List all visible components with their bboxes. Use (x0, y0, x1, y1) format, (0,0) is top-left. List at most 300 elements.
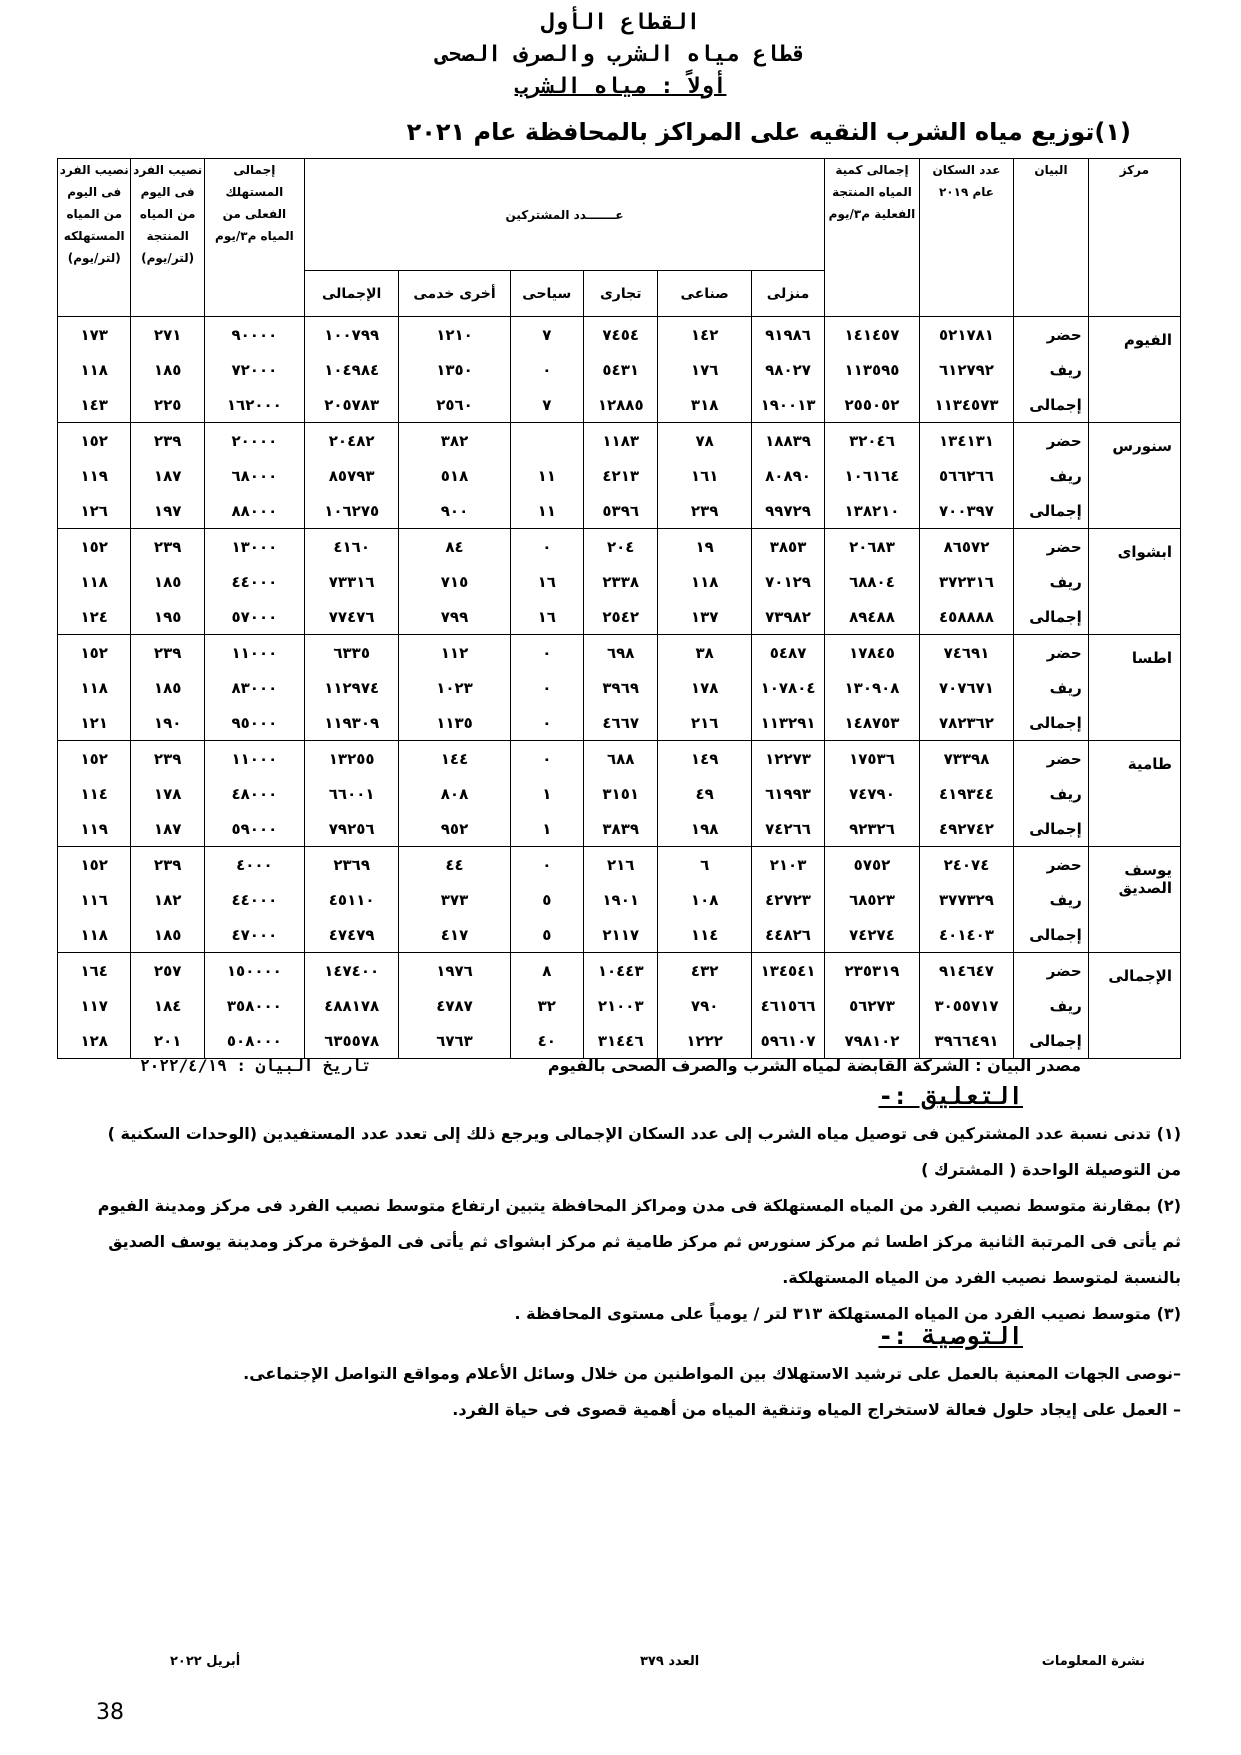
cell-ind: ٢٣٩ (658, 493, 751, 529)
cell-tour: ٠ (510, 529, 583, 565)
center-name: طامية (1088, 741, 1180, 847)
cell-serv: ٤٤ (399, 847, 510, 883)
cell-tour: ١ (510, 811, 583, 847)
cell-pop: ٣٠٥٥٧١٧ (919, 988, 1014, 1023)
cell-com: ٣٩٦٩ (583, 670, 657, 705)
row-label: ريف (1014, 564, 1088, 599)
cell-tour (510, 423, 583, 459)
cell-serv: ١١٢ (399, 635, 510, 671)
cell-tour: ٥ (510, 882, 583, 917)
cell-tot: ٧٧٤٧٦ (304, 599, 399, 635)
cell-sp: ١٩٥ (131, 599, 204, 635)
cell-home: ٤٦١٥٦٦ (751, 988, 824, 1023)
cell-prod: ٢٣٥٣١٩ (825, 953, 920, 989)
cell-prod: ٧٤٧٩٠ (825, 776, 920, 811)
comment-3: (٣) متوسط نصيب الفرد من المياه المستهلكة ٣١٣ لتر / يومياً على مستوى المحافظة . (514, 1304, 1181, 1323)
col-consumed: إجمالى المستهلك الفعلى من المياه م٣/يوم (204, 159, 304, 317)
table-row (58, 776, 1181, 811)
cell-serv: ٨٠٨ (399, 776, 510, 811)
table-row (58, 352, 1181, 387)
cell-serv: ٢٥٦٠ (399, 387, 510, 423)
cell-ind: ٣٨ (658, 635, 751, 671)
cell-ind: ١٧٨ (658, 670, 751, 705)
center-group (58, 635, 1181, 741)
table-row (58, 917, 1181, 953)
cell-serv: ٧١٥ (399, 564, 510, 599)
cell-sc: ١٢١ (58, 705, 131, 741)
cell-tour: ٠ (510, 705, 583, 741)
cell-sc: ١١٩ (58, 811, 131, 847)
cell-serv: ٣٨٢ (399, 423, 510, 459)
cell-cons: ٤٨٠٠٠ (204, 776, 304, 811)
cell-home: ٧٠١٢٩ (751, 564, 824, 599)
cell-serv: ١٠٢٣ (399, 670, 510, 705)
row-label: ريف (1014, 458, 1088, 493)
cell-sp: ١٨٥ (131, 917, 204, 953)
row-label: ريف (1014, 882, 1088, 917)
cell-pop: ٣٧٧٣٢٩ (919, 882, 1014, 917)
cell-prod: ٢٥٥٠٥٢ (825, 387, 920, 423)
cell-com: ٢١٦ (583, 847, 657, 883)
cell-sc: ١١٧ (58, 988, 131, 1023)
cell-tour: ٨ (510, 953, 583, 989)
footer-issue: العدد ٣٧٩ (640, 1654, 700, 1669)
cell-pop: ٤٥٨٨٨٨ (919, 599, 1014, 635)
cell-tot: ٤٧٤٧٩ (304, 917, 399, 953)
page-number: 38 (96, 1700, 124, 1725)
cell-pop: ٤٠١٤٠٣ (919, 917, 1014, 953)
cell-cons: ٤٠٠٠ (204, 847, 304, 883)
cell-serv: ٧٩٩ (399, 599, 510, 635)
center-name: ابشواى (1088, 529, 1180, 635)
cell-serv: ١٣٥٠ (399, 352, 510, 387)
cell-tot: ٦٦٠٠١ (304, 776, 399, 811)
cell-home: ٥٩٦١٠٧ (751, 1023, 824, 1059)
cell-sc: ١٥٢ (58, 741, 131, 777)
cell-sc: ١٥٢ (58, 847, 131, 883)
cell-prod: ٦٨٨٠٤ (825, 564, 920, 599)
cell-tour: ٤٠ (510, 1023, 583, 1059)
cell-sc: ١١٨ (58, 352, 131, 387)
cell-sp: ٢٣٩ (131, 635, 204, 671)
cell-prod: ١٤٨٧٥٣ (825, 705, 920, 741)
cell-tot: ١٤٧٤٠٠ (304, 953, 399, 989)
col-center: مركز (1088, 159, 1180, 317)
cell-sp: ٢٣٩ (131, 529, 204, 565)
cell-prod: ٥٧٥٢ (825, 847, 920, 883)
cell-sp: ١٨٧ (131, 458, 204, 493)
cell-serv: ١٤٤ (399, 741, 510, 777)
cell-tot: ١٠٦٢٧٥ (304, 493, 399, 529)
cell-sp: ١٩٧ (131, 493, 204, 529)
col-label: البيان (1014, 159, 1088, 317)
row-label: إجمالى (1014, 387, 1088, 423)
cell-sc: ١١٤ (58, 776, 131, 811)
cell-tour: ٠ (510, 847, 583, 883)
comment-heading: التعليق :- (878, 1082, 1023, 1110)
cell-tot: ١١٩٣٠٩ (304, 705, 399, 741)
recommend-heading: التوصية :- (878, 1322, 1023, 1350)
cell-pop: ٤٩٢٧٤٢ (919, 811, 1014, 847)
cell-pop: ٢٤٠٧٤ (919, 847, 1014, 883)
center-name: سنورس (1088, 423, 1180, 529)
cell-tour: ١١ (510, 458, 583, 493)
cell-cons: ٨٣٠٠٠ (204, 670, 304, 705)
cell-prod: ١٧٨٤٥ (825, 635, 920, 671)
cell-pop: ٧٠٧٦٧١ (919, 670, 1014, 705)
cell-sp: ٢٥٧ (131, 953, 204, 989)
cell-tot: ١١٢٩٧٤ (304, 670, 399, 705)
center-group (58, 741, 1181, 847)
cell-tour: ٧ (510, 387, 583, 423)
cell-serv: ١١٣٥ (399, 705, 510, 741)
cell-com: ٢١٠٠٣ (583, 988, 657, 1023)
cell-ind: ١٩٨ (658, 811, 751, 847)
cell-tot: ٢٠٥٧٨٣ (304, 387, 399, 423)
cell-sc: ١٦٤ (58, 953, 131, 989)
cell-cons: ٩٥٠٠٠ (204, 705, 304, 741)
cell-sp: ٢٧١ (131, 317, 204, 353)
cell-tot: ٦٣٥٥٧٨ (304, 1023, 399, 1059)
cell-home: ٧٤٢٦٦ (751, 811, 824, 847)
cell-serv: ٨٤ (399, 529, 510, 565)
table-row (58, 705, 1181, 741)
cell-pop: ٧٣٣٩٨ (919, 741, 1014, 777)
cell-com: ٢٥٤٢ (583, 599, 657, 635)
cell-sc: ١٥٢ (58, 635, 131, 671)
col-industrial: صناعى (658, 271, 751, 317)
cell-home: ٨٠٨٩٠ (751, 458, 824, 493)
cell-serv: ١٢١٠ (399, 317, 510, 353)
cell-ind: ٤٩ (658, 776, 751, 811)
cell-sc: ١٤٣ (58, 387, 131, 423)
col-home: منزلى (751, 271, 824, 317)
table-row (58, 953, 1181, 989)
table-title: (١)توزيع مياه الشرب النقيه على المراكز بالمحافظة عام ٢٠٢١ (406, 118, 1131, 146)
cell-ind: ١٤٢ (658, 317, 751, 353)
cell-tour: ٧ (510, 317, 583, 353)
cell-sc: ١٧٣ (58, 317, 131, 353)
cell-cons: ٥٠٨٠٠٠ (204, 1023, 304, 1059)
table-row (58, 493, 1181, 529)
cell-tour: ٠ (510, 741, 583, 777)
footer-bulletin: نشرة المعلومات (1041, 1654, 1145, 1669)
cell-sc: ١١٩ (58, 458, 131, 493)
cell-prod: ٦٨٥٢٣ (825, 882, 920, 917)
cell-prod: ١٠٦١٦٤ (825, 458, 920, 493)
cell-cons: ١٥٠٠٠٠ (204, 953, 304, 989)
col-produced: إجمالى كمية المياه المنتجة الفعلية م٣/يوم (825, 159, 920, 317)
cell-cons: ١٣٠٠٠ (204, 529, 304, 565)
cell-prod: ٧٤٢٧٤ (825, 917, 920, 953)
row-label: إجمالى (1014, 493, 1088, 529)
cell-sp: ١٩٠ (131, 705, 204, 741)
cell-sp: ٢٣٩ (131, 423, 204, 459)
cell-ind: ١٧٦ (658, 352, 751, 387)
center-group (58, 317, 1181, 423)
cell-tot: ١٠٤٩٨٤ (304, 352, 399, 387)
cell-com: ٦٨٨ (583, 741, 657, 777)
row-label: حضر (1014, 317, 1088, 353)
cell-pop: ٨٦٥٧٢ (919, 529, 1014, 565)
table-row (58, 882, 1181, 917)
cell-com: ٤٢١٣ (583, 458, 657, 493)
cell-cons: ٨٨٠٠٠ (204, 493, 304, 529)
cell-sp: ٢٢٥ (131, 387, 204, 423)
cell-tour: ٠ (510, 670, 583, 705)
cell-com: ٢٣٣٨ (583, 564, 657, 599)
cell-sc: ١٥٢ (58, 423, 131, 459)
cell-sc: ١٢٨ (58, 1023, 131, 1059)
center-name: الفيوم (1088, 317, 1180, 423)
row-label: إجمالى (1014, 811, 1088, 847)
center-group (58, 423, 1181, 529)
cell-sp: ١٨٥ (131, 670, 204, 705)
cell-sp: ٢٣٩ (131, 847, 204, 883)
cell-tot: ٤٨٨١٧٨ (304, 988, 399, 1023)
cell-ind: ١٦١ (658, 458, 751, 493)
cell-tour: ١٦ (510, 564, 583, 599)
row-label: حضر (1014, 741, 1088, 777)
cell-serv: ٤١٧ (399, 917, 510, 953)
row-label: إجمالى (1014, 917, 1088, 953)
cell-sp: ١٨٤ (131, 988, 204, 1023)
cell-tour: ٠ (510, 635, 583, 671)
cell-ind: ١١٨ (658, 564, 751, 599)
cell-com: ٥٤٣١ (583, 352, 657, 387)
cell-ind: ٧٨ (658, 423, 751, 459)
cell-prod: ١٧٥٣٦ (825, 741, 920, 777)
footer-month: أبريل ٢٠٢٢ (170, 1654, 241, 1669)
table-row (58, 811, 1181, 847)
cell-home: ٩٩٧٢٩ (751, 493, 824, 529)
cell-tour: ٥ (510, 917, 583, 953)
comment-1: (١) تدنى نسبة عدد المشتركين فى توصيل مياه الشرب إلى عدد السكان الإجمالى ويرجع ذلك إلى تعدد عدد المستفيدين (الوحدات السكنية ) من التوصيلة الواحدة ( المشترك ) (107, 1124, 1181, 1179)
cell-pop: ٧٤٦٩١ (919, 635, 1014, 671)
cell-sp: ١٨٥ (131, 564, 204, 599)
comments-block (81, 1116, 1181, 1332)
row-label: حضر (1014, 953, 1088, 989)
cell-cons: ٧٢٠٠٠ (204, 352, 304, 387)
cell-serv: ٥١٨ (399, 458, 510, 493)
cell-pop: ٣٧٢٣١٦ (919, 564, 1014, 599)
cell-serv: ٦٧٦٣ (399, 1023, 510, 1059)
cell-com: ١٠٤٤٣ (583, 953, 657, 989)
center-group (58, 953, 1181, 1059)
water-distribution-table (57, 158, 1181, 1059)
col-share-consumed: نصيب الفرد فى اليوم من المياه المستهلكه (لتر/يوم) (58, 159, 131, 317)
center-name: يوسف الصديق (1088, 847, 1180, 953)
cell-tot: ٧٩٢٥٦ (304, 811, 399, 847)
cell-sc: ١١٦ (58, 882, 131, 917)
cell-pop: ١٣٤١٣١ (919, 423, 1014, 459)
cell-ind: ١٣٧ (658, 599, 751, 635)
cell-tour: ٣٢ (510, 988, 583, 1023)
cell-sc: ١١٨ (58, 917, 131, 953)
cell-tot: ٨٥٧٩٣ (304, 458, 399, 493)
comment-2: (٢) بمقارنة متوسط نصيب الفرد من المياه المستهلكة فى مدن ومراكز المحافظة يتبين ارتفاع متوسط نصيب الفرد فى مركز ومدينة الفيوم ثم يأتى فى المرتبة الثانية مركز اطسا ثم مركز سنورس ثم مركز طامية ثم مركز ابشواى ثم يأتى فى المؤخرة مركز ومدينة يوسف الصديق بالنسبة لمتوسط نصيب الفرد من المياه المستهلكة. (97, 1196, 1181, 1287)
cell-ind: ١١٤ (658, 917, 751, 953)
row-label: حضر (1014, 635, 1088, 671)
cell-com: ٣١٥١ (583, 776, 657, 811)
cell-pop: ٤١٩٣٤٤ (919, 776, 1014, 811)
cell-tot: ٢٣٦٩ (304, 847, 399, 883)
cell-home: ١٠٧٨٠٤ (751, 670, 824, 705)
cell-prod: ٢٠٦٨٣ (825, 529, 920, 565)
cell-tot: ١٣٢٥٥ (304, 741, 399, 777)
table-row (58, 847, 1181, 883)
cell-ind: ٤٣٢ (658, 953, 751, 989)
cell-sp: ١٧٨ (131, 776, 204, 811)
cell-com: ٥٣٩٦ (583, 493, 657, 529)
cell-tot: ٢٠٤٨٢ (304, 423, 399, 459)
cell-tour: ٠ (510, 352, 583, 387)
center-group (58, 529, 1181, 635)
cell-com: ٤٦٦٧ (583, 705, 657, 741)
col-total: الإجمالى (304, 271, 399, 317)
cell-sp: ١٨٢ (131, 882, 204, 917)
row-label: ريف (1014, 776, 1088, 811)
row-label: ريف (1014, 352, 1088, 387)
col-tourist: سياحى (510, 271, 583, 317)
cell-tot: ٦٣٣٥ (304, 635, 399, 671)
cell-com: ١٢٨٨٥ (583, 387, 657, 423)
cell-cons: ١٦٢٠٠٠ (204, 387, 304, 423)
table-row (58, 564, 1181, 599)
row-label: حضر (1014, 847, 1088, 883)
col-subscribers: عـــــــدد المشتركين (304, 159, 824, 271)
table-row (58, 529, 1181, 565)
section-heading: أولاً : مياه الشرب (514, 74, 727, 99)
cell-prod: ٥٦٢٧٣ (825, 988, 920, 1023)
cell-com: ١٩٠١ (583, 882, 657, 917)
cell-tour: ١٦ (510, 599, 583, 635)
cell-sc: ١١٨ (58, 564, 131, 599)
cell-sp: ١٨٧ (131, 811, 204, 847)
cell-ind: ١٤٩ (658, 741, 751, 777)
table-row (58, 423, 1181, 459)
cell-ind: ٧٩٠ (658, 988, 751, 1023)
row-label: إجمالى (1014, 705, 1088, 741)
cell-sp: ١٨٥ (131, 352, 204, 387)
cell-cons: ٤٤٠٠٠ (204, 882, 304, 917)
row-label: ريف (1014, 988, 1088, 1023)
cell-prod: ٨٩٤٨٨ (825, 599, 920, 635)
cell-pop: ٧٠٠٣٩٧ (919, 493, 1014, 529)
cell-cons: ٢٠٠٠٠ (204, 423, 304, 459)
table-row (58, 635, 1181, 671)
cell-ind: ١٩ (658, 529, 751, 565)
table-row (58, 741, 1181, 777)
cell-sc: ١٢٦ (58, 493, 131, 529)
row-label: إجمالى (1014, 599, 1088, 635)
cell-cons: ٦٨٠٠٠ (204, 458, 304, 493)
cell-home: ١٨٨٣٩ (751, 423, 824, 459)
row-label: حضر (1014, 423, 1088, 459)
cell-com: ٢٠٤ (583, 529, 657, 565)
cell-prod: ١٤١٤٥٧ (825, 317, 920, 353)
cell-ind: ٢١٦ (658, 705, 751, 741)
cell-home: ١٣٤٥٤١ (751, 953, 824, 989)
cell-tour: ١١ (510, 493, 583, 529)
source-note: مصدر البيان : الشركة القابضة لمياه الشرب والصرف الصحى بالفيوم (547, 1056, 1081, 1075)
cell-tot: ٧٣٣١٦ (304, 564, 399, 599)
date-note: تاريخ البيان : ٢٠٢٢/٤/١٩ (140, 1056, 372, 1075)
cell-home: ٩١٩٨٦ (751, 317, 824, 353)
cell-serv: ٩٥٢ (399, 811, 510, 847)
table-row (58, 317, 1181, 353)
cell-home: ٣٨٥٣ (751, 529, 824, 565)
cell-home: ١٩٠٠١٣ (751, 387, 824, 423)
cell-prod: ٧٩٨١٠٢ (825, 1023, 920, 1059)
cell-sp: ٢٣٩ (131, 741, 204, 777)
cell-cons: ٩٠٠٠٠ (204, 317, 304, 353)
cell-pop: ٩١٤٦٤٧ (919, 953, 1014, 989)
cell-com: ١١٨٣ (583, 423, 657, 459)
cell-sc: ١١٨ (58, 670, 131, 705)
table-row (58, 387, 1181, 423)
row-label: إجمالى (1014, 1023, 1088, 1059)
col-service: أخرى خدمى (399, 271, 510, 317)
cell-com: ٣١٤٤٦ (583, 1023, 657, 1059)
cell-pop: ٦١٢٧٩٢ (919, 352, 1014, 387)
cell-cons: ١١٠٠٠ (204, 635, 304, 671)
cell-sp: ٢٠١ (131, 1023, 204, 1059)
center-name: الإجمالى (1088, 953, 1180, 1059)
cell-ind: ٣١٨ (658, 387, 751, 423)
cell-com: ٢١١٧ (583, 917, 657, 953)
cell-tot: ٤١٦٠ (304, 529, 399, 565)
cell-tot: ١٠٠٧٩٩ (304, 317, 399, 353)
cell-home: ٤٤٨٢٦ (751, 917, 824, 953)
row-label: ريف (1014, 670, 1088, 705)
cell-prod: ١٣٨٢١٠ (825, 493, 920, 529)
cell-home: ٦١٩٩٣ (751, 776, 824, 811)
cell-home: ٢١٠٣ (751, 847, 824, 883)
row-label: حضر (1014, 529, 1088, 565)
cell-prod: ٩٢٣٢٦ (825, 811, 920, 847)
sector-subheading: قطاع مياه الشرب والصرف الصحى (435, 42, 806, 67)
cell-cons: ٤٧٠٠٠ (204, 917, 304, 953)
cell-home: ٥٤٨٧ (751, 635, 824, 671)
table-row (58, 670, 1181, 705)
cell-home: ٩٨٠٢٧ (751, 352, 824, 387)
cell-home: ١١٣٢٩١ (751, 705, 824, 741)
cell-pop: ٧٨٢٣٦٢ (919, 705, 1014, 741)
cell-prod: ١٣٠٩٠٨ (825, 670, 920, 705)
table-row (58, 458, 1181, 493)
table-row (58, 599, 1181, 635)
cell-cons: ١١٠٠٠ (204, 741, 304, 777)
cell-home: ١٢٢٧٣ (751, 741, 824, 777)
cell-cons: ٤٤٠٠٠ (204, 564, 304, 599)
cell-cons: ٥٧٠٠٠ (204, 599, 304, 635)
cell-com: ٣٨٣٩ (583, 811, 657, 847)
cell-prod: ٣٢٠٤٦ (825, 423, 920, 459)
cell-home: ٤٢٧٢٣ (751, 882, 824, 917)
cell-tot: ٤٥١١٠ (304, 882, 399, 917)
col-commercial: تجارى (583, 271, 657, 317)
cell-serv: ١٩٧٦ (399, 953, 510, 989)
cell-home: ٧٣٩٨٢ (751, 599, 824, 635)
cell-cons: ٥٩٠٠٠ (204, 811, 304, 847)
table-row (58, 988, 1181, 1023)
cell-ind: ٦ (658, 847, 751, 883)
center-group (58, 847, 1181, 953)
col-population: عدد السكان عام ٢٠١٩ (919, 159, 1014, 317)
center-name: اطسا (1088, 635, 1180, 741)
cell-pop: ٥٦٦٢٦٦ (919, 458, 1014, 493)
